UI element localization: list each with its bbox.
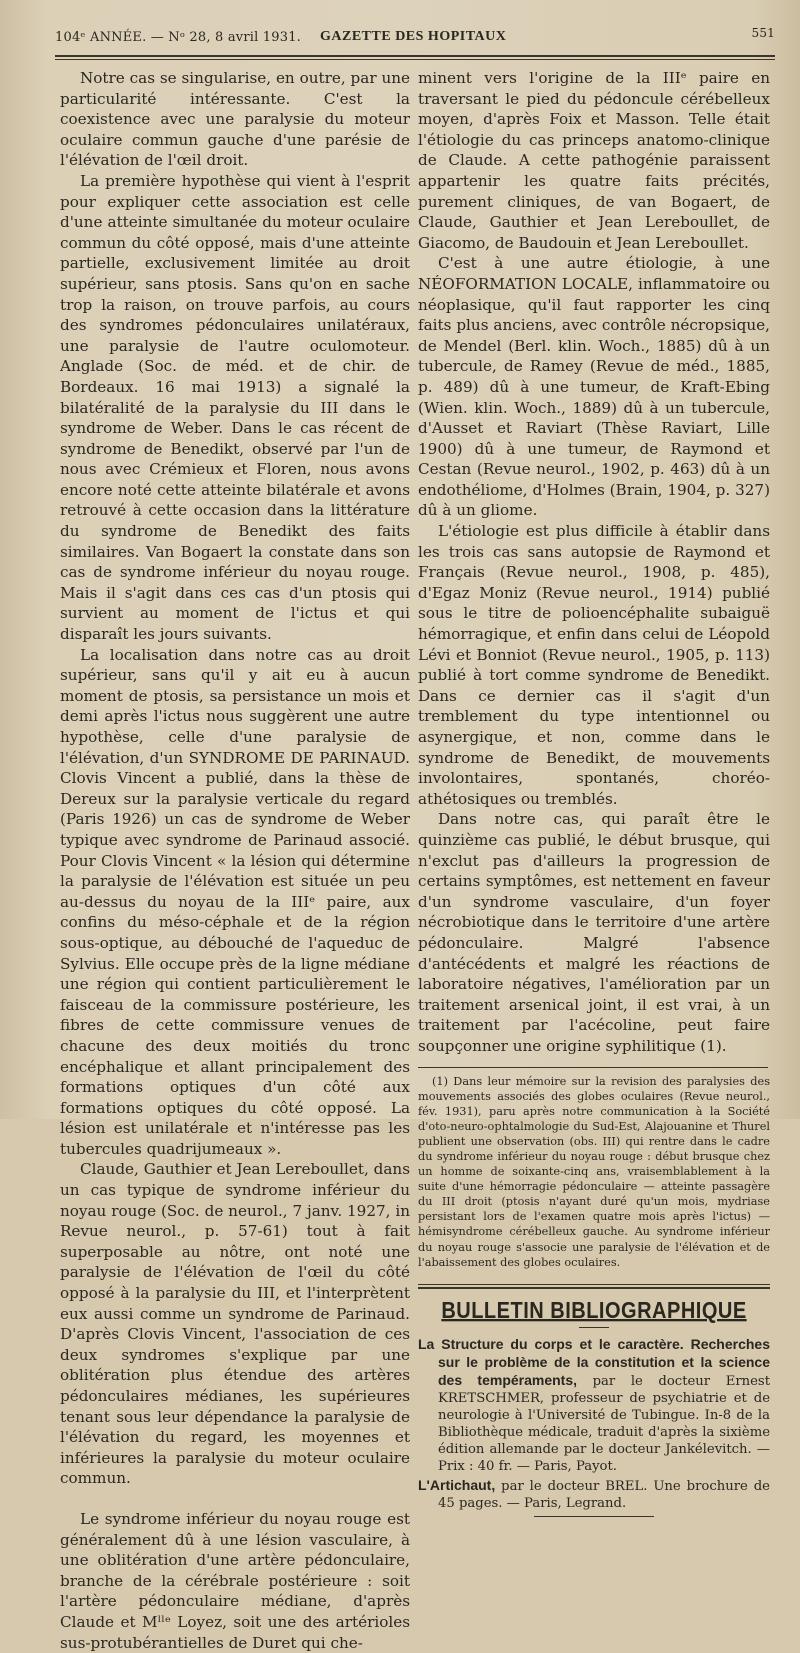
- bulletin-title: BULLETIN BIBLIOGRAPHIQUE: [441, 1298, 747, 1324]
- paragraph: L'étiologie est plus difficile à établir dans les trois cas sans autopsie de Raymond et Français (Revue neurol., 1908, p. 485), d'Egaz Moniz (Revue neurol., 1914) publié sous le titre de polioencéphalite subaiguë hémorragique, et enfin dans celui de Léopold Lévi et Bonniot (Revue neurol., 1905, p. 113) publié à tort comme syndrome de Benedikt. Dans ce dernier cas il s'agit d'un tremblement du type intentionnel ou asynergique, et non, comme dans le syndrome de Benedikt, de mouvements involontaires, spontanés, choréo-athétosiques ou tremblés.: [418, 522, 770, 808]
- biblio-entry: [418, 1336, 770, 1475]
- paragraph: minent vers l'origine de la IIIᵉ paire en traversant le pied du pédoncule cérébelleux moyen, d'après Foix et Masson. Telle était l'étiologie du cas princeps anatomo-clinique de Claude. A cette pathogénie paraissent appartenir les quatre faits précités, purement cliniques, de van Bogaert, de Claude, Gauthier et Jean Lereboullet, de Giacomo, de Baudouin et Jean Lereboullet.: [418, 69, 770, 252]
- biblio-details: par le docteur BREL. Une brochure de 45 pages. — Paris, Legrand.: [438, 1479, 770, 1512]
- biblio-details: par le docteur Ernest KRETSCHMER, professeur de psychiatrie et de neurologie à l'Université de Tubingue. In-8 de la Bibliothèque médicale, traduit d'après la sixième édition allemande par le docteur Jankélevitch. — Prix : 40 fr. — Paris, Payot.: [438, 1374, 770, 1475]
- biblio-title: L'Artichaut,: [418, 1477, 496, 1494]
- section-rule: [418, 1284, 770, 1285]
- biblio-title: La Structure du corps et le caractère. Recherches sur le problème de la constitution et la science des tempéraments,: [418, 1336, 770, 1389]
- paragraph: Dans notre cas, qui paraît être le quinzième cas publié, le début brusque, qui n'exclut pas d'ailleurs la progression de certains symptômes, est nettement en faveur d'un syndrome vasculaire, d'un foyer nécrobiotique dans le territoire d'une artère pédonculaire. Malgré l'absence d'antécédents et malgré les réactions de laboratoire négatives, l'amélioration par un traitement arsenical joint, il est vrai, à un traitement par l'acécoline, peut faire soupçonner une origine syphilitique (1).: [418, 810, 770, 1055]
- footnote-text: (1) Dans leur mémoire sur la revision des paralysies des mouvements associés des globes oculaires (Revue neurol., fév. 1931), paru après notre communication à la Société d'oto-neuro-ophtalmologie du Sud-Est, Alajouanine et Thurel publient une observation (obs. III) qui rentre dans le cadre du syndrome inférieur du noyau rouge : début brusque chez un homme de soixante-cinq ans, vraisemblablement à la suite d'une hémorragie pédonculaire — atteinte passagère du III droit (ptosis n'ayant duré qu'un mois, mydriase persistant lors de l'examen quatre mois après l'ictus) — hémisyndrome cérébelleux gauche. Au syndrome inférieur du noyau rouge s'associe une paralysie de l'élévation et de l'abaissement des globes oculaires.: [418, 1074, 770, 1269]
- page-header: [55, 26, 775, 46]
- left-column: [60, 68, 410, 1653]
- paragraph: Claude, Gauthier et Jean Lereboullet, dans un cas typique de syndrome inférieur du noyau rouge (Soc. de neurol., 7 janv. 1927, in Revue neurol., p. 57-61) tout à fait superposable au nôtre, ont noté une paralysie de l'élévation de l'œil du côté opposé à la paralysie du III, et l'interprètent eux aussi comme un syndrome de Parinaud. D'après Clovis Vincent, l'association de ces deux syndromes s'explique par une oblitération plus étendue des artères pédonculaires médianes, les supérieures tenant sous leur dépendance la paralysie de l'élévation du regard, les moyennes et inférieures la paralysie du moteur oculaire commun.: [60, 1160, 410, 1488]
- paragraph: C'est à une autre étiologie, à une NÉOFORMATION LOCALE, inflammatoire ou néoplasique, qu'il faut rapporter les cinq faits plus anciens, avec contrôle nécropsique, de Mendel (Berl. klin. Woch., 1885) dû à un tubercule, de Ramey (Revue de méd., 1885, p. 489) dû à une tumeur, de Kraft-Ebing (Wien. klin. Woch., 1889) dû à un tubercule, d'Ausset et Raviart (Thèse Raviart, Lille 1900) dû à une tumeur, de Raymond et Cestan (Revue neurol., 1902, p. 463) dû à un endothéliome, d'Holmes (Brain, 1904, p. 327) dû à un gliome.: [418, 254, 770, 520]
- paragraph: La localisation dans notre cas au droit supérieur, sans qu'il y ait eu à aucun moment de ptosis, sa persistance un mois et demi après l'ictus nous suggèrent une autre hypothèse, celle d'une paralysie de l'élévation, d'un SYNDROME DE PARINAUD. Clovis Vincent a publié, dans la thèse de Dereux sur la paralysie verticale du regard (Paris 1926) un cas de syndrome de Weber typique avec syndrome de Parinaud associé. Pour Clovis Vincent « la lésion qui détermine la paralysie de l'élévation est située un peu au-dessus du noyau de la IIIᵉ paire, aux confins du méso-céphale et de la région sous-optique, au débouché de l'aqueduc de Sylvius. Elle occupe près de la ligne médiane une région qui contient particulièrement le faisceau de la commissure postérieure, les fibres de cette commissure venues de chacune des deux moitiés du tronc encéphalique et allant principalement des formations optiques d'un côté aux formations optiques du côté opposé. La lésion est unilatérale et n'intéresse pas les tubercules quadrijumeaux ».: [60, 645, 410, 1158]
- issue-info: 104ᵉ ANNÉE. — Nᵒ 28, 8 avril 1931.: [55, 30, 301, 45]
- footnote: [418, 1074, 770, 1270]
- paragraph: Notre cas se singularise, en outre, par une particularité intéressante. C'est la coexistence avec une paralysie du moteur oculaire commun gauche d'une parésie de l'élévation de l'œil droit.: [60, 69, 410, 170]
- end-ornament: [534, 1516, 654, 1517]
- journal-title: GAZETTE DES HOPITAUX: [320, 29, 507, 44]
- paragraph: La première hypothèse qui vient à l'esprit pour expliquer cette association est celle d'une atteinte simultanée du moteur oculaire commun du côté opposé, mais d'une atteinte partielle, exclusivement limitée au droit supérieur, sans ptosis. Sans qu'on en sache trop la raison, on trouve parfois, au cours des syndromes pédonculaires unilatéraux, une paralysie de l'autre oculomoteur. Anglade (Soc. de méd. et de chir. de Bordeaux. 16 mai 1913) a signalé la bilatéralité de la paralysie du III dans le syndrome de Weber. Dans le cas récent de syndrome de Benedikt, observé par l'un de nous avec Crémieux et Floren, nous avons encore noté cette atteinte bilatérale et avons retrouvé à cette occasion dans la littérature du syndrome de Benedikt des faits similaires. Van Bogaert la constate dans son cas de syndrome inférieur du noyau rouge. Mais il s'agit dans ces cas d'un ptosis qui survient au moment de l'ictus et qui disparaît les jours suivants.: [60, 171, 410, 644]
- title-rule: [579, 1327, 609, 1328]
- paragraph: Le syndrome inférieur du noyau rouge est généralement dû à une lésion vasculaire, à une oblitération d'une artère pédonculaire, branche de la cérébrale postérieure : soit l'artère pédonculaire médiane, d'après Claude et Mˡˡᵉ Loyez, soit une des artérioles sus-protubérantielles de Duret qui che-: [60, 1509, 410, 1652]
- right-column: [418, 68, 770, 1517]
- header-rule-thin: [55, 59, 775, 60]
- section-rule-thick: [418, 1287, 770, 1289]
- header-rule: [55, 55, 775, 57]
- page-number: 551: [751, 26, 775, 40]
- footnote-rule: [418, 1067, 768, 1068]
- bibliography: [418, 1336, 770, 1512]
- biblio-entry: [418, 1477, 770, 1512]
